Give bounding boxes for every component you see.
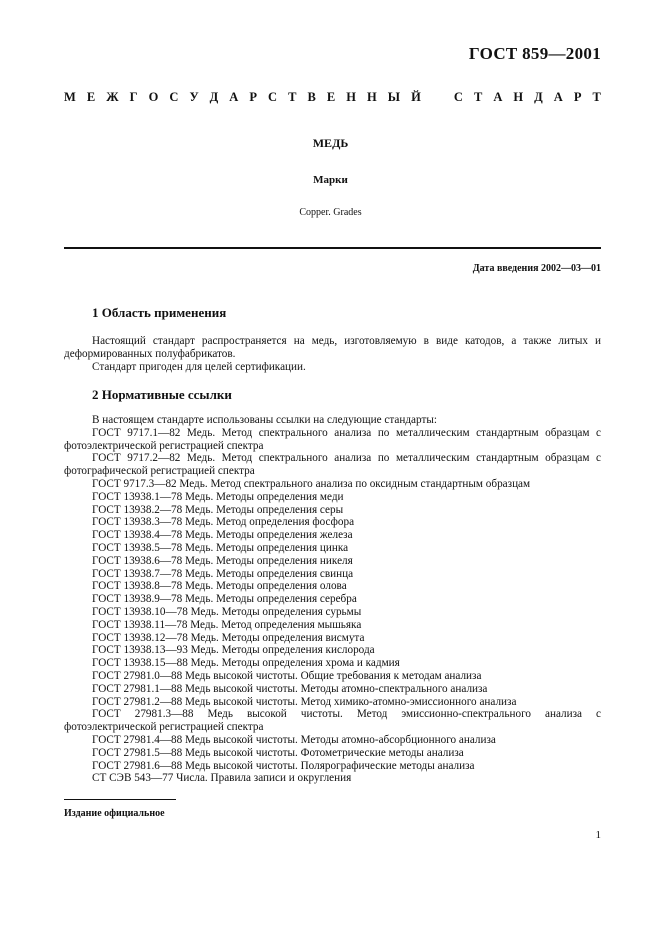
reference-items [64,427,601,785]
banner-letter: Й [411,90,421,104]
reference-item: ГОСТ 13938.3—78 Медь. Метод определения фосфора [92,516,355,529]
reference-item: ГОСТ 27981.6—88 Медь высокой чистоты. Полярографические методы анализа [92,759,475,772]
reference-item: ГОСТ 27981.1—88 Медь высокой чистоты. Методы атомно-спектрального анализа [92,682,488,695]
section-2-heading: 2 Нормативные ссылки [92,387,232,402]
banner-letter: Р [249,90,257,104]
reference-item: ГОСТ 13938.9—78 Медь. Методы определения серебра [92,593,357,606]
reference-item: ГОСТ 13938.13—93 Медь. Методы определения кислорода [92,644,375,657]
reference-item: ГОСТ 13938.10—78 Медь. Методы определения сурьмы [92,605,362,618]
banner-letter: Р [573,90,582,104]
reference-item: ГОСТ 13938.4—78 Медь. Методы определения железа [92,529,353,542]
document-subtitle: Марки [313,174,348,186]
page-number: 1 [595,829,601,841]
section-1-paragraph: Настоящий стандарт распространяется на медь, изготовляемую в виде катодов, а также литых и деформированных полуфабрикатов. [64,335,601,360]
banner-letter: Г [129,90,138,104]
reference-item: ГОСТ 13938.15—88 Медь. Методы определения хрома и кадмия [92,657,400,670]
reference-item: ГОСТ 9717.2—82 Медь. Метод спектрального анализа по металлическим стандартным образцам с фотографической регистрацией спектра [64,452,601,478]
reference-item: ГОСТ 13938.2—78 Медь. Методы определения серы [92,503,344,516]
reference-item: ГОСТ 27981.2—88 Медь высокой чистоты. Метод химико-атомно-эмиссионного анализа [92,695,517,708]
reference-item: ГОСТ 13938.7—78 Медь. Методы определения свинца [92,567,354,580]
reference-item: ГОСТ 9717.3—82 Медь. Метод спектрального анализа по оксидным стандартным образцам [92,477,531,490]
footer-divider [64,799,176,800]
document-title-english: Copper. Grades [299,207,362,218]
document-title: МЕДЬ [312,136,349,150]
reference-item: ГОСТ 13938.1—78 Медь. Методы определения меди [92,490,344,503]
banner-letter: У [189,90,199,104]
section-1-paragraph: Стандарт пригоден для целей сертификации. [92,360,306,373]
banner-letter: О [148,90,159,104]
banner-letter: Т [592,90,601,104]
normative-references-list [64,414,601,785]
reference-item: ГОСТ 13938.5—78 Медь. Методы определения цинка [92,541,349,554]
banner-letter: С [453,90,463,104]
reference-item: ГОСТ 27981.3—88 Медь высокой чистоты. Метод эмиссионно-спектрального анализа с фотоэлектрической регистрацией спектра [64,708,601,734]
section-1-heading: 1 Область применения [92,305,227,320]
reference-item: ГОСТ 13938.11—78 Медь. Метод определения мышьяка [92,618,362,631]
banner-letter: Д [534,90,543,104]
banner-letter: Н [346,90,356,104]
banner-letter: А [553,90,563,104]
banner-letter: А [229,90,239,104]
reference-item: ГОСТ 13938.8—78 Медь. Методы определения олова [92,580,347,593]
introduction-date: Дата введения 2002—03—01 [472,263,601,274]
banner-letter: Т [473,90,483,104]
standard-type-banner [64,90,601,105]
reference-item: ГОСТ 13938.6—78 Медь. Методы определения никеля [92,554,353,567]
banner-letter: Т [288,90,297,104]
document-code: ГОСТ 859—2001 [468,44,601,63]
official-edition-note: Издание официальное [64,808,165,819]
reference-item: ГОСТ 27981.4—88 Медь высокой чистоты. Методы атомно-абсорбционного анализа [92,733,496,746]
references-intro: В настоящем стандарте использованы ссылки на следующие стандарты: [92,414,437,426]
banner-letter: А [493,90,503,104]
banner-letter: М [64,90,76,104]
reference-item: ГОСТ 27981.0—88 Медь высокой чистоты. Общие требования к методам анализа [92,669,482,682]
section-1-body [64,335,601,373]
banner-letter: Ж [106,90,119,104]
banner-letter: Е [326,90,336,104]
header-divider [64,247,601,249]
reference-item: ГОСТ 9717.1—82 Медь. Метод спектрального анализа по металлическим стандартным образцам с фотоэлектрической регистрацией спектра [64,426,601,452]
banner-letter: С [169,90,179,104]
banner-letter: В [307,90,316,104]
reference-item: СТ СЭВ 543—77 Числа. Правила записи и округления [92,772,352,785]
banner-letter: Н [366,90,377,104]
banner-letter: Е [86,90,96,104]
banner-letter: Н [513,90,524,104]
reference-item: ГОСТ 13938.12—78 Медь. Методы определения висмута [92,631,365,644]
reference-item: ГОСТ 27981.5—88 Медь высокой чистоты. Фотометрические методы анализа [92,746,464,759]
banner-letter: С [268,90,278,104]
banner-letter: Д [209,90,219,104]
banner-letter: Ы [387,90,401,104]
